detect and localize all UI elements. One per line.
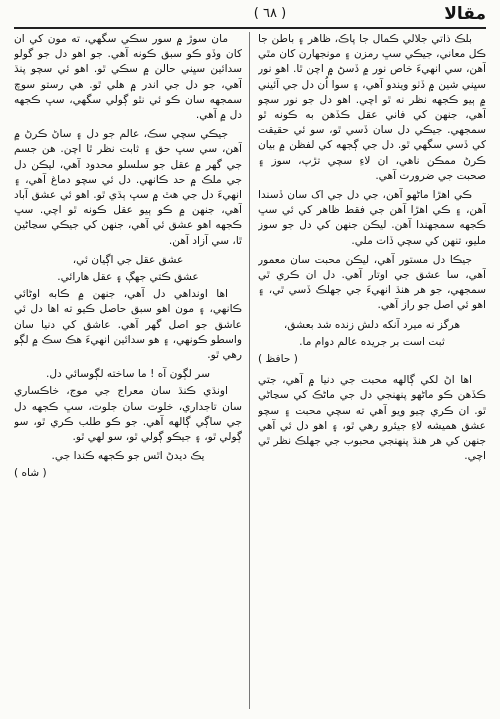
- paragraph: اها اڻ لکي ڳالهه محبت جي دنيا ۾ آهي، جتي ڪڏهن ڪو ماڻهو پنهنجي دل جي ماڻڪ کي سڃاڻي ٿو. ان ڪري چيو ويو آهي ته سچي محبت ۽ سچو عشق هميشه لاءِ جيئرو رهي ٿو، ۽ اهو دل ئي آهي جنهن کي هر هنڌ پنهنجي محبوب جي جهلڪ نظر ٿي اچي.: [258, 374, 486, 463]
- column-divider: [249, 32, 250, 709]
- paragraph: جيڪي سچي سڪ، عالم جو دل ۽ ساڻ ڪرڻ ۾ آهن، سي سڀ حق ۽ ثابت نظر ٿا اچن. هن جسم جي گهر ۾ عقل جو سلسلو محدود آهي، ليڪن دل جي ملڪ ۾ حد ڪانهي. دل ئي سچو دماغ آهي، ۽ انهيءَ دل جي هٿ ۾ سڀ ٻڌي ٿو. اهو ئي عشق آباد آهي، جنهن ۾ ڪو ٻيو عقل ڪونه ٿو اچي. سڀ ڪجهه اهو عشق ئي آهي، جنهن کي جيڪي سڃاڻين ٿا، سي آزاد آهن.: [14, 128, 242, 247]
- attribution: ( شاه ): [14, 467, 47, 480]
- attribution: ( حافظ ): [258, 353, 298, 366]
- paragraph: بلڪ ذاتي جلالي ڪمال جا پاڪ، ظاهر ۽ باطن جا ڪل معاني، جيڪي سڀ رمزن ۽ مونجهارن کان مٿي آهن، سي انهيءَ خاص نور ۾ ڏسڻ ۾ اچن ٿا. اهو نور سڀني شين ۾ ڏٺو ويندو آهي، ۽ سوا اُن دل جي آئيني ۾ ٻيو ڪجهه نظر نه ٿو اچي. اهو دل جو نور سچو آهي، جنهن کي فاني عقل ڪڏهن به ڪونه ٿو سمجهي. جيڪي دل سان ڏسي ٿو، سو ئي حقيقت کي ڏسي سگهي ٿو. دل جي ڳجهه کي لفظن ۾ بيان ڪرڻ ممڪن ناهي، ان لاءِ سچي تڙپ، سوز ۽ صحبت جي ضرورت آهي.: [258, 33, 486, 182]
- paragraph: جيڪا دل مستور آهي، ليڪن محبت سان معمور آهي، سا عشق جي اوتار آهي. دل ان ڪري ٿي سمجهي، جو هر هنڌ انهيءَ جي جهلڪ ڏسي ٿي، ۽ اهو ئي اصل جو راز آهي.: [258, 253, 486, 312]
- verse-line: هرگز نه ميرد آنکه دلش زنده شد بعشق،: [283, 318, 461, 331]
- running-title: مقالا: [444, 4, 486, 24]
- quote-line: سر لڳون آه ! ما ساخته لڳوسائي دل.: [45, 368, 210, 381]
- right-column: [258, 32, 486, 711]
- verse-line: ثبت است بر جريده عالم دوام ما.: [299, 335, 445, 348]
- page-header: [14, 2, 486, 26]
- paragraph: اونڌي ڪنڌ سان معراج جي موج، خاڪساري سان تاجداري، خلوت سان جلوت، سڀ ڪجهه دل جي ساڳي ڳالهه آهي. جو ڪو طلب ڪري ٿو، سو ڳولي ٿو، ۽ جيڪو ڳولي ٿو، سو لهي ٿو.: [14, 385, 242, 444]
- header-rule: [14, 27, 486, 29]
- paragraph: ڪي اهڙا ماڻهو آهن، جي دل جي اک سان ڏسندا آهن، ۽ ڪي اهڙا آهن جي فقط ظاهر کي ئي سڀ ڪجهه سمجهندا آهن. ليڪن جنهن کي دل جو سوز مليو، تنهن کي سچي ڏات ملي.: [258, 189, 486, 247]
- page-number: ( ٦٨ ): [253, 6, 287, 21]
- verse-line: عشق ڪتي جهڳ ۽ عقل هارائي.: [57, 271, 199, 284]
- verse-line: عشق عقل جي اڳيان ئي،: [72, 253, 184, 266]
- left-column: [14, 32, 242, 711]
- paragraph: اها اونداهي دل آهي، جنهن ۾ ڪابه اوڻائي ڪانهي، ۽ مون اهو سبق حاصل ڪيو ته اها دل ئي عاشق جو اصل گهر آهي. عاشق کي دنيا سان واسطو ڪونهي، ۽ هو سدائين انهيءَ هڪ سڪ ۾ لڳو رهي ٿو.: [14, 288, 242, 362]
- quote-line: يڪ ديدڻ اٿس جو ڪجهه ڪندا جي.: [51, 450, 205, 463]
- paragraph: مان سوڙ ۾ سور سڪي سگهي، ته مون کي ان کان وڏو ڪو سبق ڪونه آهي. جو اهو دل جو گولو سدائين سڀني حالن ۾ سڪي ٿو. اهو ئي سچو پنڌ آهي، جو دل جي اندر ۾ هلي ٿو. هي رستو سوچ سمجهه سان ڪو ئي نٿو ڳولي سگهي، سڀ ڪجهه دل ۾ آهي.: [14, 33, 242, 122]
